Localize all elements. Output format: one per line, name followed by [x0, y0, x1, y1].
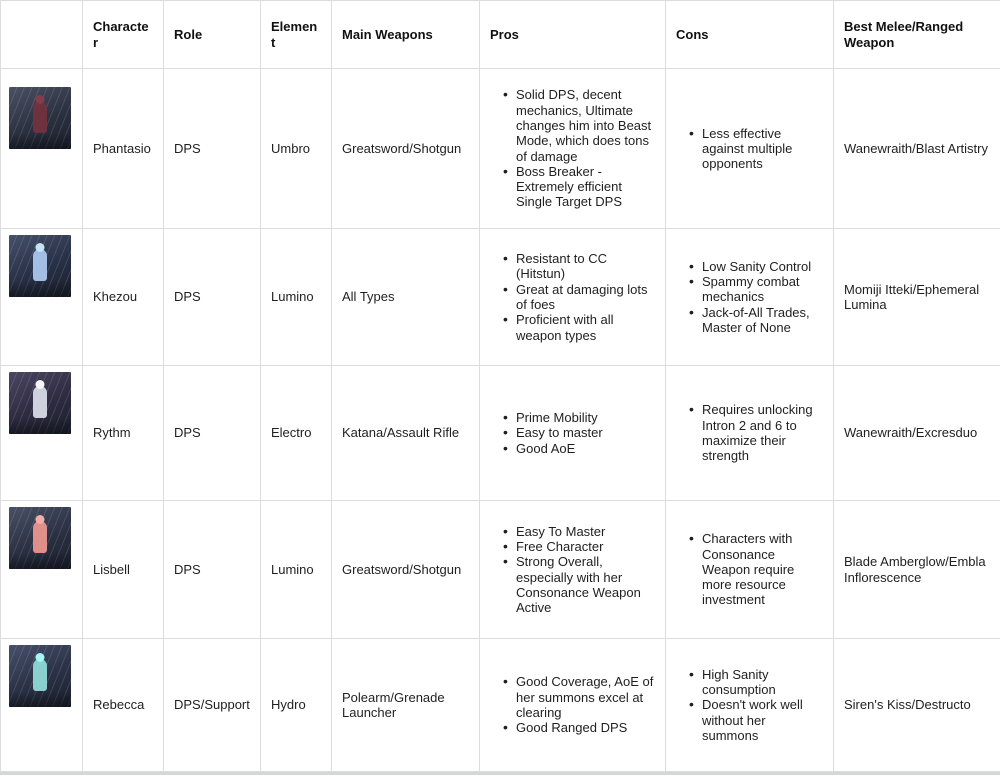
- pro-item: • Solid DPS, decent mechanics, Ultimate changes him into Beast Mode, which does tons of damage: [516, 87, 655, 164]
- header-cons: Cons: [666, 1, 834, 69]
- pros-list: [490, 674, 655, 735]
- role-value: DPS: [174, 289, 201, 305]
- element-value: Hydro: [271, 697, 306, 713]
- portrait-ground-shadow: [9, 281, 71, 297]
- con-item: • High Sanity consumption: [702, 667, 823, 698]
- character-name: Phantasio: [93, 140, 151, 156]
- pro-item: • Good AoE: [516, 441, 655, 456]
- main-weapons-cell: [332, 639, 480, 772]
- khezou-portrait: [9, 235, 71, 297]
- character-figure-silhouette: [33, 249, 47, 281]
- table-row: [1, 501, 1000, 639]
- cons-cell: [666, 69, 834, 229]
- table-bottom-edge: [0, 772, 1000, 775]
- portrait-ground-shadow: [9, 133, 71, 149]
- pros-list: [490, 87, 655, 210]
- pros-list: [490, 524, 655, 616]
- character-name-cell: [83, 639, 164, 772]
- role-cell: [164, 639, 261, 772]
- pros-cell: [480, 229, 666, 366]
- portrait-cell: [1, 639, 83, 772]
- role-cell: [164, 229, 261, 366]
- table-row: [1, 69, 1000, 229]
- character-name-cell: [83, 366, 164, 501]
- portrait-ground-shadow: [9, 553, 71, 569]
- character-name: Lisbell: [93, 561, 130, 577]
- element-value: Electro: [271, 425, 312, 441]
- cons-cell: [666, 229, 834, 366]
- role-value: DPS/Support: [174, 697, 250, 713]
- pros-cell: [480, 639, 666, 772]
- character-name-cell: [83, 69, 164, 229]
- pros-cell: [480, 501, 666, 639]
- pros-cell: [480, 69, 666, 229]
- character-figure-silhouette: [33, 386, 47, 418]
- header-character: Character: [83, 1, 164, 69]
- con-item: • Less effective against multiple opponents: [702, 126, 823, 172]
- pro-item: • Easy to master: [516, 425, 655, 440]
- cons-cell: [666, 366, 834, 501]
- con-item: • Spammy combat mechanics: [702, 274, 823, 305]
- role-cell: [164, 501, 261, 639]
- character-figure-silhouette: [33, 521, 47, 553]
- character-name: Rebecca: [93, 697, 145, 713]
- header-element: Element: [261, 1, 332, 69]
- portrait-ground-shadow: [9, 691, 71, 707]
- best-weapon-cell: [834, 366, 1000, 501]
- portrait-cell: [1, 501, 83, 639]
- table-body: [1, 69, 1000, 772]
- header-portrait: [1, 1, 83, 69]
- character-name: Rythm: [93, 425, 131, 441]
- pro-item: • Strong Overall, especially with her Consonance Weapon Active: [516, 554, 655, 615]
- pro-item: • Prime Mobility: [516, 410, 655, 425]
- pro-item: • Resistant to CC (Hitstun): [516, 251, 655, 282]
- con-item: • Characters with Consonance Weapon require more resource investment: [702, 531, 823, 608]
- portrait-cell: [1, 69, 83, 229]
- portrait-cell: [1, 366, 83, 501]
- role-value: DPS: [174, 561, 201, 577]
- main-weapons-value: Katana/Assault Rifle: [342, 425, 460, 441]
- role-value: DPS: [174, 425, 201, 441]
- cons-cell: [666, 501, 834, 639]
- cons-cell: [666, 639, 834, 772]
- character-figure-silhouette: [33, 659, 47, 691]
- element-value: Lumino: [271, 561, 314, 577]
- lisbell-portrait: [9, 507, 71, 569]
- pro-item: • Boss Breaker - Extremely efficient Single Target DPS: [516, 164, 655, 210]
- header-best-weapon: Best Melee/Ranged Weapon: [834, 1, 1000, 69]
- best-weapon-cell: [834, 501, 1000, 639]
- pros-list: [490, 410, 655, 456]
- best-weapon-cell: [834, 639, 1000, 772]
- con-item: • Jack-of-All Trades, Master of None: [702, 305, 823, 336]
- header-main-weapons: Main Weapons: [332, 1, 480, 69]
- table-row: [1, 229, 1000, 366]
- best-weapon-value: Siren's Kiss/Destructo: [844, 697, 971, 713]
- element-cell: [261, 229, 332, 366]
- portrait-ground-shadow: [9, 418, 71, 434]
- main-weapons-value: All Types: [342, 289, 395, 305]
- best-weapon-value: Wanewraith/Excresduo: [844, 425, 978, 441]
- character-figure-silhouette: [33, 101, 47, 133]
- table-header-row: [1, 1, 1000, 69]
- phantasio-portrait: [9, 87, 71, 149]
- character-name: Khezou: [93, 289, 138, 305]
- role-value: DPS: [174, 140, 201, 156]
- cons-list: [676, 126, 823, 172]
- pros-cell: [480, 366, 666, 501]
- role-cell: [164, 366, 261, 501]
- best-weapon-cell: [834, 229, 1000, 366]
- character-name-cell: [83, 229, 164, 366]
- pro-item: • Good Ranged DPS: [516, 720, 655, 735]
- pro-item: • Good Coverage, AoE of her summons excel at clearing: [516, 674, 655, 720]
- element-cell: [261, 639, 332, 772]
- character-name-cell: [83, 501, 164, 639]
- cons-list: [676, 259, 823, 336]
- role-cell: [164, 69, 261, 229]
- portrait-cell: [1, 229, 83, 366]
- header-role: Role: [164, 1, 261, 69]
- element-cell: [261, 501, 332, 639]
- best-weapon-value: Wanewraith/Blast Artistry: [844, 140, 989, 156]
- cons-list: [676, 402, 823, 463]
- con-item: • Low Sanity Control: [702, 259, 823, 274]
- pro-item: • Free Character: [516, 539, 655, 554]
- element-value: Lumino: [271, 289, 314, 305]
- best-weapon-value: Blade Amberglow/Embla Inflorescence: [844, 554, 986, 585]
- main-weapons-value: Greatsword/Shotgun: [342, 561, 462, 577]
- element-cell: [261, 69, 332, 229]
- element-cell: [261, 366, 332, 501]
- main-weapons-value: Greatsword/Shotgun: [342, 140, 462, 156]
- cons-list: [676, 667, 823, 744]
- main-weapons-cell: [332, 229, 480, 366]
- pros-list: [490, 251, 655, 343]
- main-weapons-value: Polearm/Grenade Launcher: [342, 689, 445, 720]
- pro-item: • Easy To Master: [516, 524, 655, 539]
- pro-item: • Proficient with all weapon types: [516, 312, 655, 343]
- table-row: [1, 639, 1000, 772]
- best-weapon-value: Momiji Itteki/Ephemeral Lumina: [844, 281, 980, 312]
- con-item: • Doesn't work well without her summons: [702, 697, 823, 743]
- table-row: [1, 366, 1000, 501]
- pro-item: • Great at damaging lots of foes: [516, 282, 655, 313]
- con-item: • Requires unlocking Intron 2 and 6 to maximize their strength: [702, 402, 823, 463]
- best-weapon-cell: [834, 69, 1000, 229]
- element-value: Umbro: [271, 140, 311, 156]
- header-pros: Pros: [480, 1, 666, 69]
- rythm-portrait: [9, 372, 71, 434]
- rebecca-portrait: [9, 645, 71, 707]
- main-weapons-cell: [332, 501, 480, 639]
- main-weapons-cell: [332, 69, 480, 229]
- cons-list: [676, 531, 823, 608]
- main-weapons-cell: [332, 366, 480, 501]
